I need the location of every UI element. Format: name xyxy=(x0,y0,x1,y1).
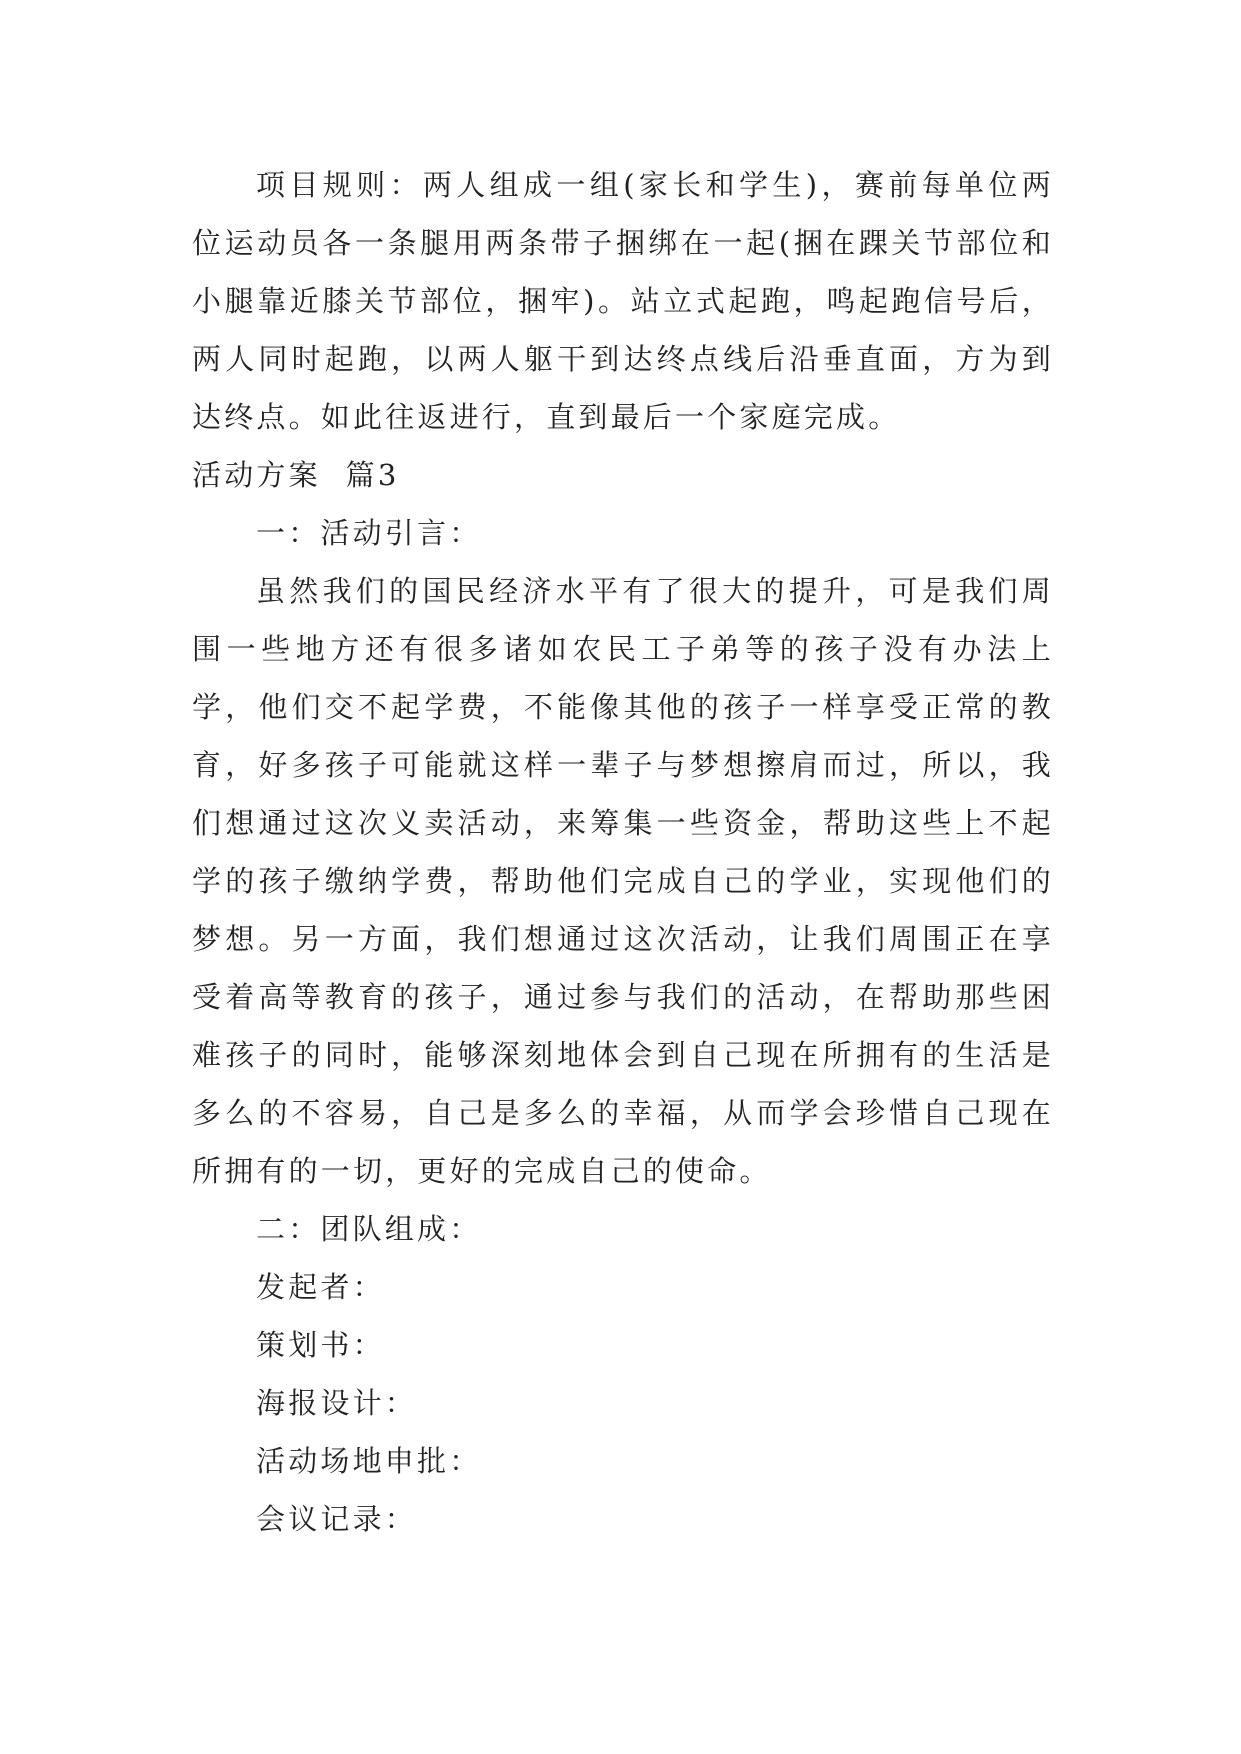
team-item-initiator: 发起者： xyxy=(256,1270,385,1304)
document-body xyxy=(192,156,1054,1548)
rules-paragraph: 项目规则：两人组成一组(家长和学生)，赛前每单位两位运动员各一条腿用两条带子捆绑在一起(捆在踝关节部位和小腿靠近膝关节部位，捆牢)。站立式起跑，鸣起跑信号后，两人同时起跑，以两人躯干到达终点线后沿垂直面，方为到达终点。如此往返进行，直到最后一个家庭完成。 xyxy=(192,168,1054,434)
intro-paragraph: 虽然我们的国民经济水平有了很大的提升，可是我们周围一些地方还有很多诸如农民工子弟等的孩子没有办法上学，他们交不起学费，不能像其他的孩子一样享受正常的教育，好多孩子可能就这样一辈子与梦想擦肩而过，所以，我们想通过这次义卖活动，来筹集一些资金，帮助这些上不起学的孩子缴纳学费，帮助他们完成自己的学业，实现他们的梦想。另一方面，我们想通过这次活动，让我们周围正在享受着高等教育的孩子，通过参与我们的活动，在帮助那些困难孩子的同时，能够深刻地体会到自己现在所拥有的生活是多么的不容易，自己是多么的幸福，从而学会珍惜自己现在所拥有的一切，更好的完成自己的使命。 xyxy=(192,574,1054,1188)
team-item-planning: 策划书： xyxy=(256,1328,385,1362)
section-title: 活动方案 篇3 xyxy=(192,458,400,492)
team-item-minutes: 会议记录： xyxy=(256,1502,418,1536)
team-item-poster: 海报设计： xyxy=(256,1386,418,1420)
intro-heading: 一：活动引言： xyxy=(256,516,482,550)
team-heading: 二：团队组成： xyxy=(256,1212,482,1246)
team-item-venue: 活动场地申批： xyxy=(256,1444,482,1478)
